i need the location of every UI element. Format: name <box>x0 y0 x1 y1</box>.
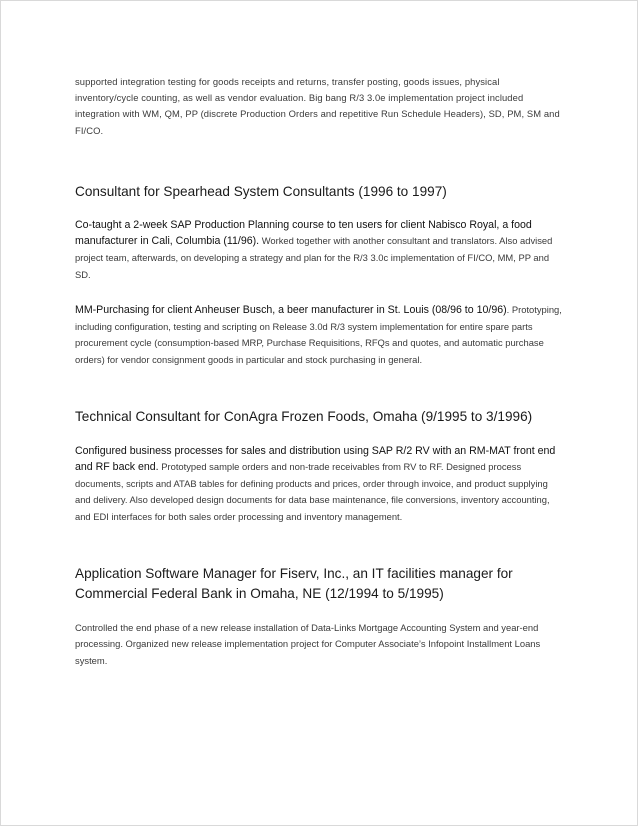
paragraph-anheuser-busch <box>75 302 565 368</box>
paragraph-lead: Co-taught a 2-week SAP Production Planning course to ten users for client Nabisco Royal, a food manufacturer in Cali, Columbia (11/96). <box>75 218 532 248</box>
paragraph-lead: Configured business processes for sales and distribution using SAP R/2 RV with an RM-MAT front end and RF back end. <box>75 444 556 474</box>
document-body <box>75 74 565 669</box>
paragraph-text: Worked together with another consultant and translators. Also advised project team, afterwards, on developing a strategy and plan for the R/3 3.0c implementation of FI/CO, MM, PP and SD. <box>75 235 553 280</box>
paragraph-lead: MM-Purchasing for client Anheuser Busch, a beer manufacturer in St. Louis (08/96 to 10/96) <box>75 304 507 317</box>
section-heading-conagra: Technical Consultant for ConAgra Frozen Foods, Omaha (9/1995 to 3/1996) <box>75 408 533 424</box>
paragraph-text: . Prototyping, including configuration, testing and scripting on Release 3.0d R/3 system implementation for entire spare parts procurement cycle (consumption-based MRP, Purchase Requisitions, RFQs and quotes, and automatic purchase orders) for vendor consignment goods in particular and stock purchasing in general. <box>75 304 562 365</box>
paragraph-nabisco <box>75 217 565 283</box>
paragraph-text: Controlled the end phase of a new release installation of Data-Links Mortgage Accounting System and year-end processing. Organized new release implementation project for Computer Associate’s Infopoint Installment Loans system. <box>75 621 541 666</box>
intro-paragraph: supported integration testing for goods receipts and returns, transfer posting, goods issues, physical inventory/cycle counting, as well as vendor evaluation. Big bang R/3 3.0e implementation project included integration with WM, QM, PP (discrete Production Orders and repetitive Run Schedule Headers), SD, PM, SM and FI/CO. <box>75 76 560 136</box>
section-heading-spearhead: Consultant for Spearhead System Consultants (1996 to 1997) <box>75 183 447 199</box>
section-heading-fiserv: Application Software Manager for Fiserv, Inc., an IT facilities manager for Commercial Federal Bank in Omaha, NE (12/1994 to 5/1995) <box>75 565 513 601</box>
paragraph-fiserv <box>75 620 565 670</box>
paragraph-conagra <box>75 443 565 526</box>
paragraph-text: Prototyped sample orders and non-trade receivables from RV to RF. Designed process documents, scripts and ATAB tables for defining products and prices, order through invoice, and product supplying and delivery. Also developed design documents for data base maintenance, file conversions, inventory accounting, and EDI interfaces for both sales order processing and inventory management. <box>75 461 550 522</box>
